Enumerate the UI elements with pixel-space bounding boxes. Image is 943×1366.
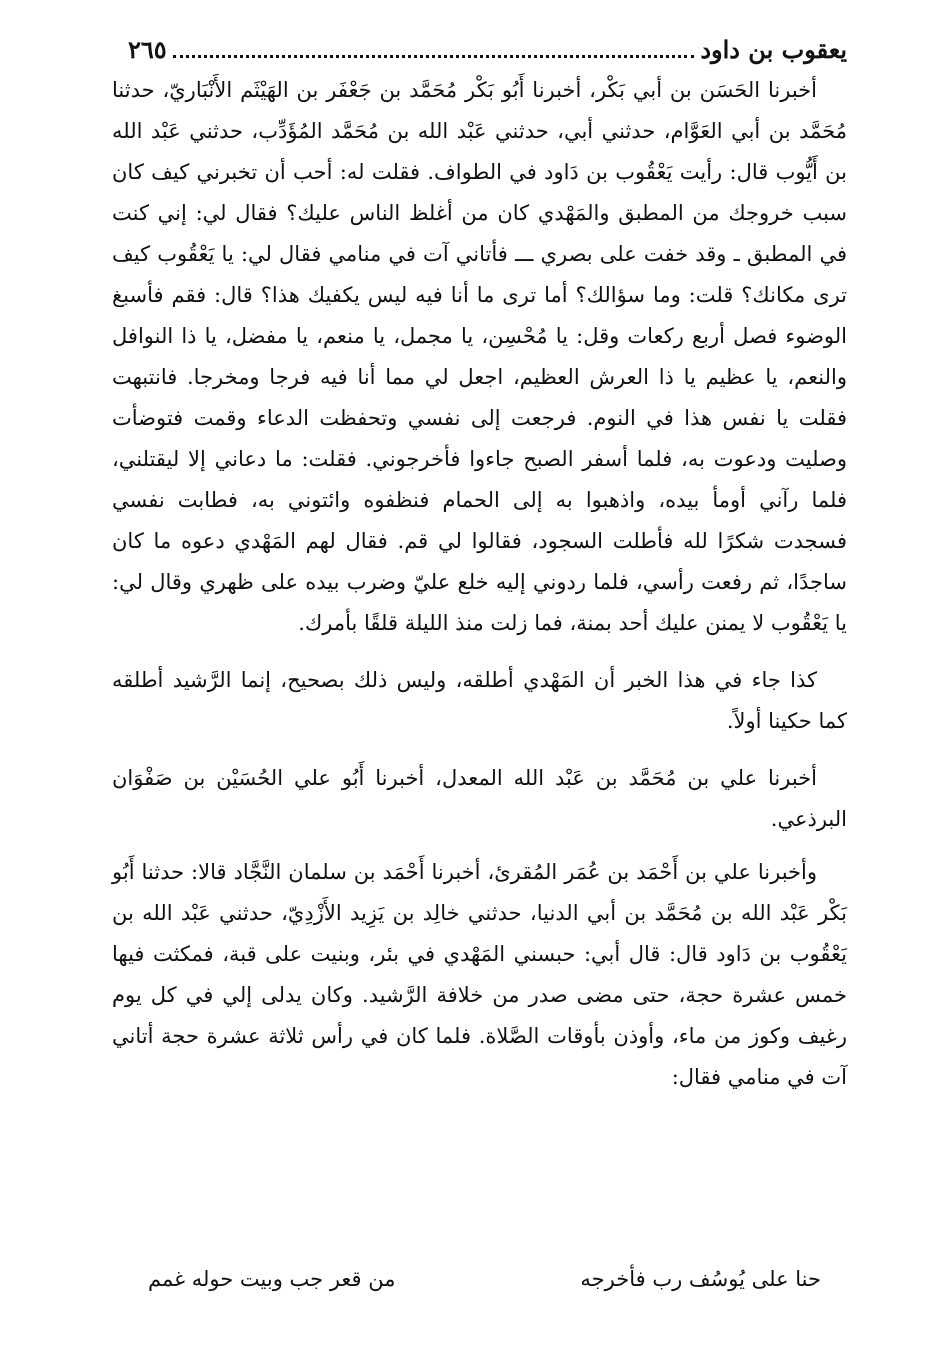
verse-second-hemistich: من قعر جب وبيت حوله غمم	[148, 1267, 396, 1291]
leader-dots	[173, 37, 695, 58]
page-header	[128, 18, 847, 64]
paragraph-comment: كذا جاء في هذا الخبر أن المَهْدي أطلقه، وليس ذلك بصحيح، إنما الرَّشيد أطلقه كما حكينا أولاً.	[112, 668, 847, 733]
paragraph-narration: أخبرنا الحَسَن بن أبي بَكْر، أخبرنا أَبُو بَكْر مُحَمَّد بن جَعْفَر بن الهَيْثَم الأَنْبَاريّ، حدثنا مُحَمَّد بن أبي العَوَّام، حدثني أبي، حدثني عَبْد الله بن مُحَمَّد المُؤَدِّب، حدثني عَبْد الله بن أَيُّوب قال: رأيت يَعْقُوب بن دَاود في الطواف. فقلت له: أحب أن تخبرني كيف كان سبب خروجك من المطبق والمَهْدي كان من أغلظ الناس عليك؟ فقال لي: إني كنت في المطبق ـ وقد خفت على بصري ـــ فأتاني آت في منامي فقال لي: يا يَعْقُوب كيف ترى مكانك؟ قلت: وما سؤالك؟ أما ترى ما أنا فيه ليس يكفيك هذا؟ قال: فقم فأسبغ الوضوء فصل أربع ركعات وقل: يا مُحْسِن، يا مجمل، يا منعم، يا مفضل، يا ذا النوافل والنعم، يا عظيم يا ذا العرش العظيم، اجعل لي مما أنا فيه فرجا ومخرجا. فانتبهت فقلت يا نفس هذا في النوم. فرجعت إلى نفسي وتحفظت الدعاء وقمت فتوضأت وصليت ودعوت به، فلما أسفر الصبح جاءوا فأخرجوني. فقلت: ما دعاني إلا ليقتلني، فلما رآني أومأ بيده، واذهبوا به إلى الحمام فنظفوه وائتوني به، فطابت نفسي فسجدت شكرًا لله فأطلت السجود، فقالوا لي قم. فقال لهم المَهْدي دعوه ما كان ساجدًا، ثم رفعت رأسي، فلما ردوني إليه خلع عليّ وضرب بيده على ظهري وقال لي: يا يَعْقُوب لا يمنن عليك أحد بمنة، فما زلت منذ الليلة قلقًا بأمرك.	[112, 78, 847, 635]
verse-first-hemistich: حنا على يُوسُف رب فأخرجه	[580, 1267, 821, 1291]
page-body	[112, 70, 847, 1098]
paragraph-isnad-1: أخبرنا علي بن مُحَمَّد بن عَبْد الله المعدل، أخبرنا أَبُو علي الحُسَيْن بن صَفْوَان البرذعي.	[112, 766, 847, 831]
paragraph-isnad-2: وأخبرنا علي بن أَحْمَد بن عُمَر المُقرئ، أخبرنا أَحْمَد بن سلمان النَّجَّاد قالا: حدثنا أَبُو بَكْر عَبْد الله بن مُحَمَّد بن أبي الدنيا، حدثني خالِد بن يَزِيد الأَزْدِيّ، حدثني عَبْد الله بن يَعْقُوب بن دَاود قال: قال أبي: حبسني المَهْدي في بئر، وبنيت على قبة، فمكثت فيها خمس عشرة حجة، حتى مضى صدر من خلافة الرَّشيد. وكان يدلى إلي في كل يوم رغيف وكوز من ماء، وأوذن بأوقات الصَّلاة. فلما كان في رأس ثلاثة عشرة حجة أتاني آت في منامي فقال:	[112, 860, 847, 1089]
running-title: يعقوب بن داود	[700, 35, 847, 64]
page-number: ٢٦٥	[128, 35, 167, 64]
poetry-verse	[112, 1267, 847, 1291]
